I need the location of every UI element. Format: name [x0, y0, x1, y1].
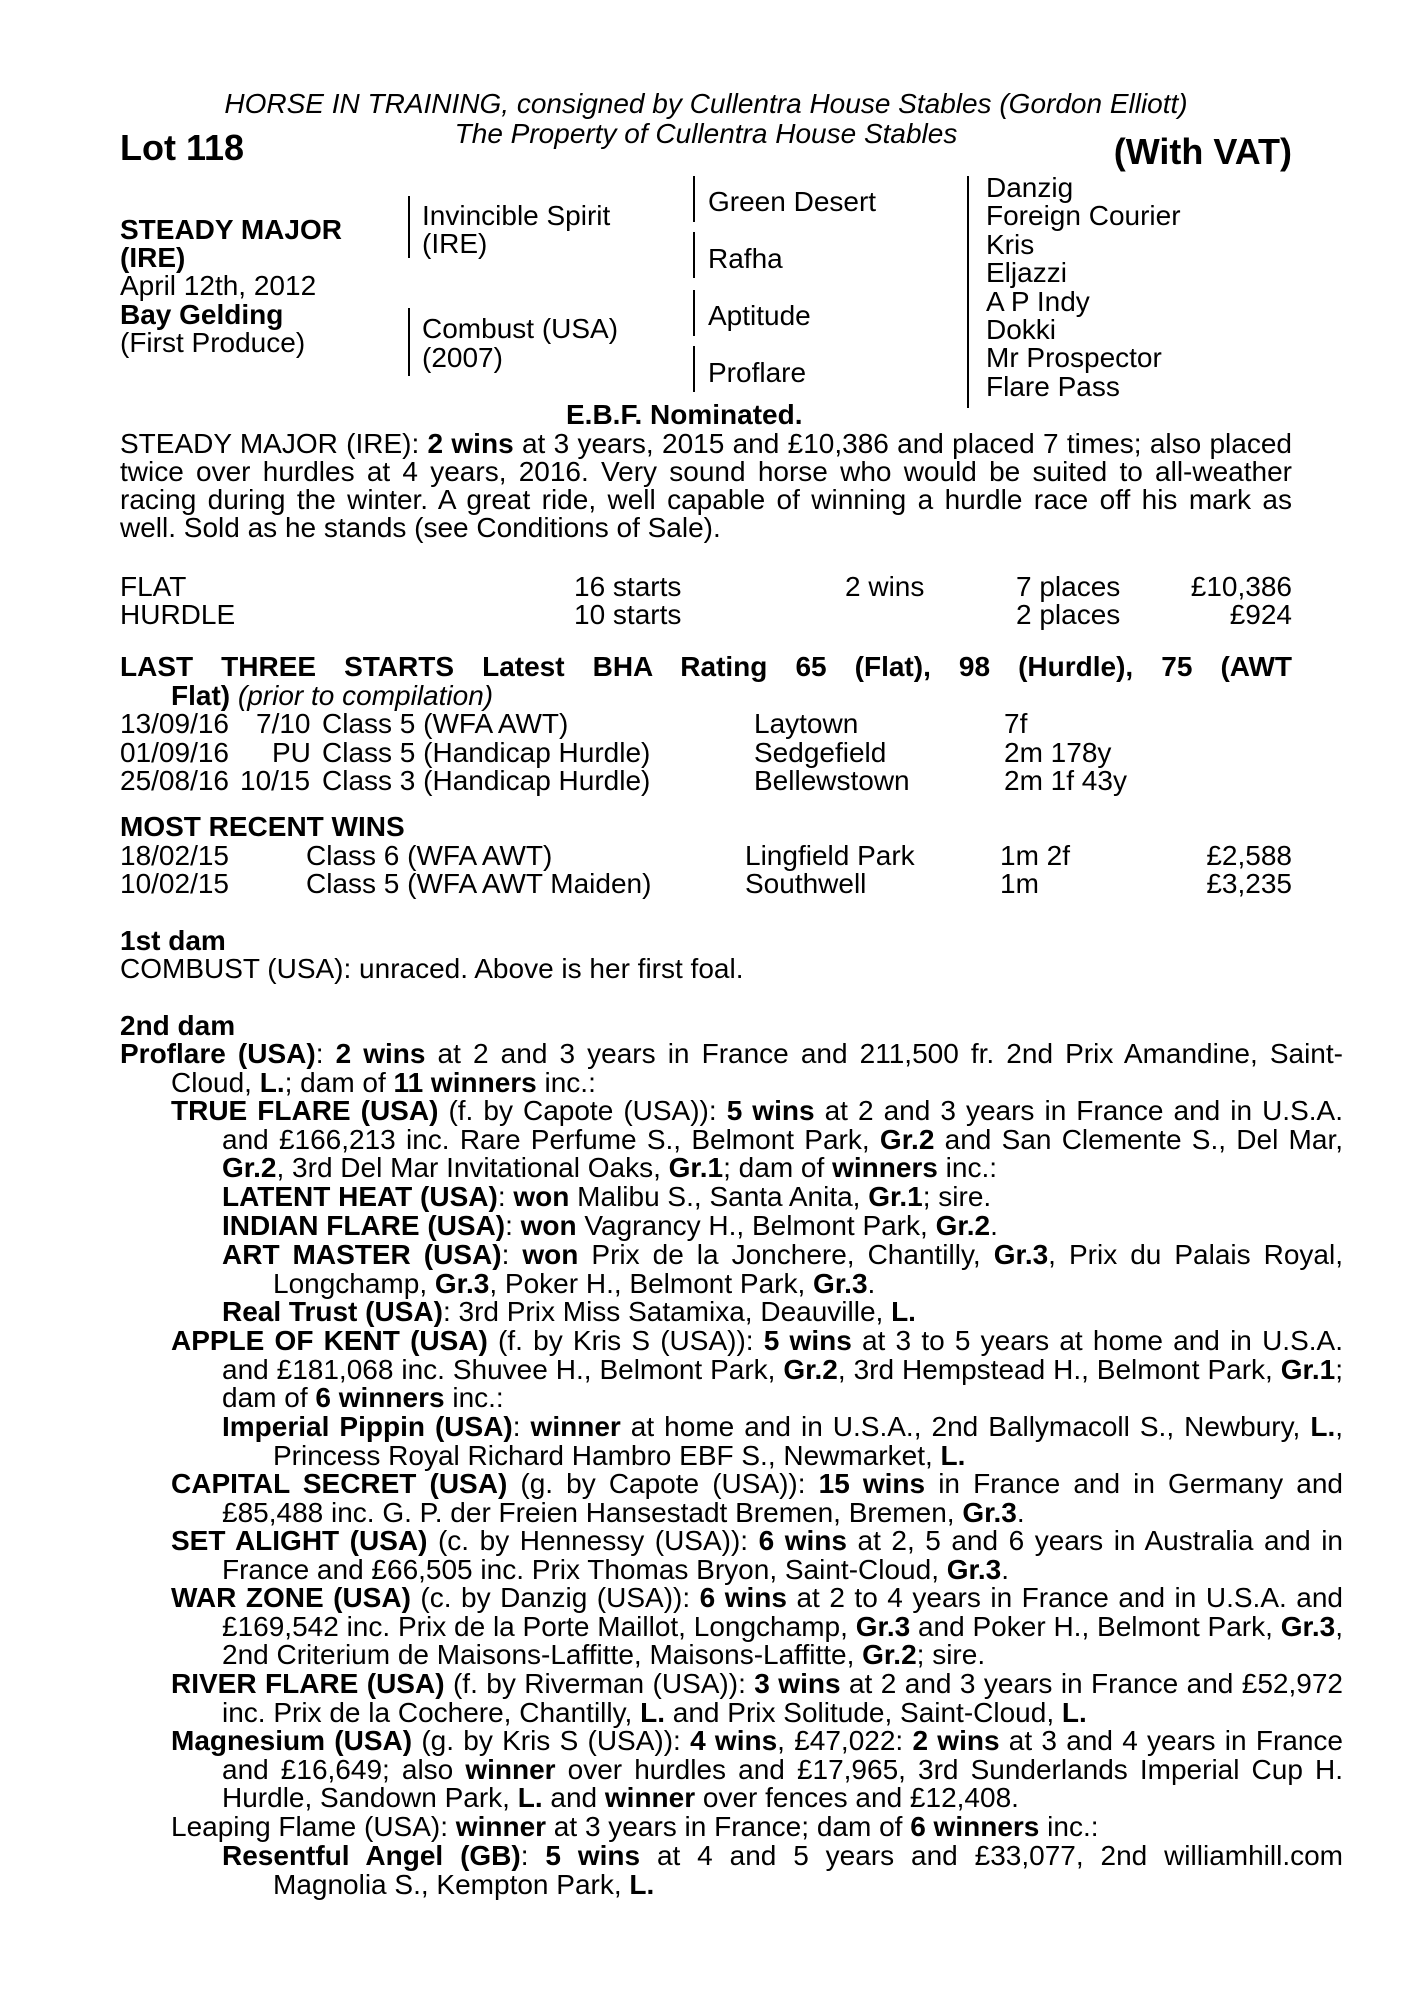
grandsire-2: Aptitude — [708, 300, 811, 331]
win-row: 18/02/15 Class 6 (WFA AWT) Lingfield Park 1m 2f £2,588 — [120, 840, 1292, 871]
dam-name: Combust (USA) — [422, 313, 619, 344]
produce-entry: LATENT HEAT (USA): won Malibu S., Santa Anita, Gr.1; sire. — [222, 1181, 992, 1212]
foaling-date: April 12th, 2012 — [120, 270, 317, 301]
record-row-flat: FLAT 16 starts 2 wins 7 places £10,386 — [120, 571, 1292, 602]
produce-entry: RIVER FLARE (USA) (f. by Riverman (USA)): 3 wins at 2 and 3 years in France and £52,972 inc. Prix de la Cochere, Chantilly, L. and Prix Solitude, Saint-Cloud, L. — [171, 1668, 1343, 1728]
produce-entry: WAR ZONE (USA) (c. by Danzig (USA)): 6 wins at 2 to 4 years in France and in U.S.A. and £169,542 inc. Prix de la Porte Maillot, Longchamp, Gr.3 and Poker H., Belmont Park, Gr.3, 2nd Criterium de Maisons-Laffitte, Maisons-Laffitte, Gr.2; sire. — [171, 1582, 1344, 1670]
win-row: 10/02/15 Class 5 (WFA AWT Maiden) Southwell 1m £3,235 — [120, 868, 1292, 899]
pedigree-bracket — [693, 232, 695, 278]
pedigree-bracket — [693, 346, 695, 392]
produce-entry: Resentful Angel (GB): 5 wins at 4 and 5 years and £33,077, 2nd williamhill.com Magnolia S., Kempton Park, L. — [222, 1840, 1343, 1900]
pedigree-bracket — [967, 176, 969, 408]
pedigree-bracket — [693, 176, 695, 222]
produce-entry: CAPITAL SECRET (USA) (g. by Capote (USA)): 15 wins in France and in Germany and £85,488 inc. G. P. der Freien Hansestadt Bremen, Bremen, Gr.3. — [171, 1468, 1343, 1528]
produce-entry: Proflare (USA): 2 wins at 2 and 3 years in France and 211,500 fr. 2nd Prix Amandine, Saint-Cloud, L.; dam of 11 winners inc.: — [120, 1038, 1343, 1098]
last-three-heading: LAST THREE STARTS Latest BHA Rating 65 (Flat), 98 (Hurdle), 75 (AWT — [120, 651, 1292, 682]
granddam-1: Rafha — [708, 243, 783, 274]
recent-wins-heading: MOST RECENT WINS — [120, 811, 405, 842]
produce-entry: INDIAN FLARE (USA): won Vagrancy H., Belmont Park, Gr.2. — [222, 1210, 998, 1241]
pedigree-bracket — [693, 290, 695, 336]
first-dam-heading: 1st dam — [120, 925, 226, 956]
pedigree-bracket — [408, 196, 410, 258]
vat-label: (With VAT) — [1113, 131, 1292, 172]
produce-entry: SET ALIGHT (USA) (c. by Hennessy (USA)): 6 wins at 2, 5 and 6 years in Australia and in France and £66,505 inc. Prix Thomas Bryon, Saint-Cloud, Gr.3. — [171, 1525, 1343, 1585]
record-row-hurdle: HURDLE 10 starts 2 places £924 — [120, 599, 1292, 630]
horse-description: Bay Gelding — [120, 299, 284, 330]
ebf-nomination: E.B.F. Nominated. — [566, 399, 803, 430]
produce-entry: Real Trust (USA): 3rd Prix Miss Satamixa, Deauville, L. — [222, 1296, 916, 1327]
ancestor: Flare Pass — [986, 371, 1120, 402]
start-row: 01/09/16 PU Class 5 (Handicap Hurdle) Sedgefield 2m 178y — [120, 737, 1112, 768]
lot-number: Lot 118 — [120, 127, 245, 168]
start-row: 25/08/16 10/15 Class 3 (Handicap Hurdle) Bellewstown 2m 1f 43y — [120, 765, 1127, 796]
ancestor: Mr Prospector — [986, 342, 1162, 373]
produce-entry: TRUE FLARE (USA) (f. by Capote (USA)): 5 wins at 2 and 3 years in France and in U.S.A. and £166,213 inc. Rare Perfume S., Belmont Park, Gr.2 and San Clemente S., Del Mar, Gr.2, 3rd Del Mar Invitational Oaks, Gr.1; dam of winners inc.: — [171, 1095, 1344, 1183]
horse-name: STEADY MAJOR — [120, 214, 342, 245]
sire-country: (IRE) — [422, 228, 488, 259]
produce-entry: APPLE OF KENT (USA) (f. by Kris S (USA)): 5 wins at 3 to 5 years at home and in U.S.A. and £181,068 inc. Shuvee H., Belmont Park, Gr.2, 3rd Hempstead H., Belmont Park, Gr.1; dam of 6 winners inc.: — [171, 1325, 1343, 1413]
first-dam-text: COMBUST (USA): unraced. Above is her first foal. — [120, 953, 744, 984]
ancestor: A P Indy — [986, 286, 1090, 317]
sire-name: Invincible Spirit — [422, 200, 611, 231]
ancestor: Kris — [986, 229, 1035, 260]
pedigree-bracket — [408, 308, 410, 376]
dam-year: (2007) — [422, 342, 503, 373]
horse-name-country: (IRE) — [120, 242, 186, 273]
grandsire-1: Green Desert — [708, 186, 877, 217]
granddam-2: Proflare — [708, 357, 807, 388]
produce-entry: Imperial Pippin (USA): winner at home and in U.S.A., 2nd Ballymacoll S., Newbury, L., Princess Royal Richard Hambro EBF S., Newmarket, L. — [222, 1411, 1344, 1471]
second-dam-heading: 2nd dam — [120, 1010, 236, 1041]
ancestor: Foreign Courier — [986, 200, 1181, 231]
ancestor: Danzig — [986, 172, 1074, 203]
start-row: 13/09/16 7/10 Class 5 (WFA AWT) Laytown 7f — [120, 708, 1028, 739]
ancestor: Eljazzi — [986, 257, 1067, 288]
produce-note: (First Produce) — [120, 327, 306, 358]
ancestor: Dokki — [986, 314, 1057, 345]
consignor-line: HORSE IN TRAINING, consigned by Cullentra House Stables (Gordon Elliott) — [224, 88, 1188, 119]
produce-entry: ART MASTER (USA): won Prix de la Jonchere, Chantilly, Gr.3, Prix du Palais Royal, Longchamp, Gr.3, Poker H., Belmont Park, Gr.3. — [222, 1239, 1344, 1299]
last-three-heading-cont: Flat) (prior to compilation) — [171, 680, 494, 711]
produce-entry: Magnesium (USA) (g. by Kris S (USA)): 4 wins, £47,022: 2 wins at 3 and 4 years in France and £16,649; also winner over hurdles and £17,965, 3rd Sunderlands Imperial Cup H. Hurdle, Sandown Park, L. and winner over fences and £12,408. — [171, 1725, 1344, 1813]
horse-summary: STEADY MAJOR (IRE): 2 wins at 3 years, 2015 and £10,386 and placed 7 times; also placed twice over hurdles at 4 years, 2016. Very sound horse who would be suited to all-weather racing during the winter. A great ride, well capable of winning a hurdle race off his mark as well. Sold as he stands (see Conditions of Sale). — [120, 428, 1292, 543]
produce-entry: Leaping Flame (USA): winner at 3 years in France; dam of 6 winners inc.: — [171, 1811, 1099, 1842]
property-line: The Property of Cullentra House Stables — [454, 118, 958, 149]
